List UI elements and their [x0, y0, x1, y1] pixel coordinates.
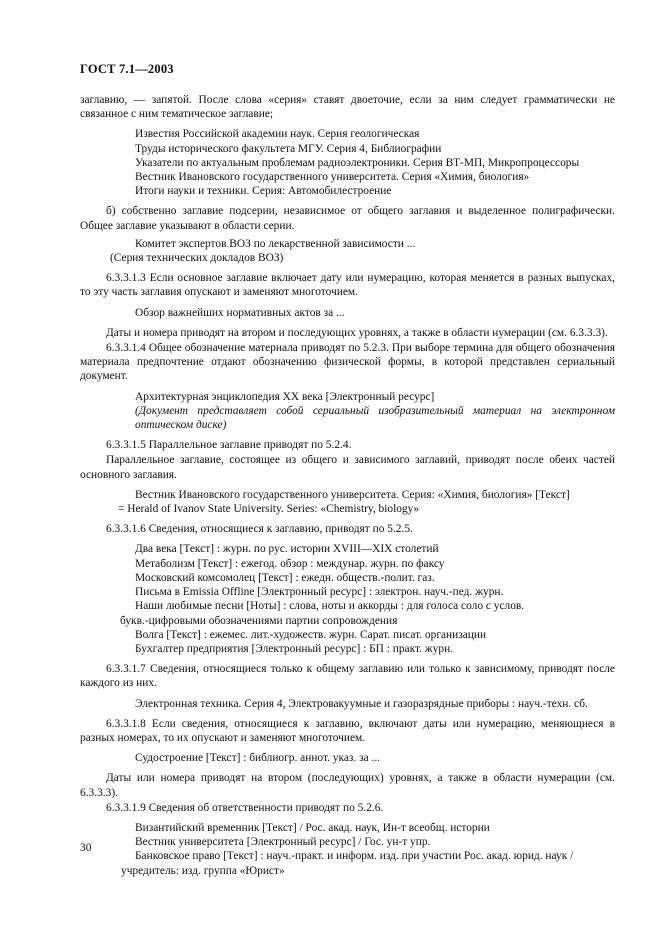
paragraph: 6.3.3.1.8 Если сведения, относящиеся к заглавию, включают даты или нумерацию, меняющиеся в разных номерах, то их опускают и заменяют многоточием. — [80, 717, 615, 744]
example-line: Волга [Текст] : ежемес. лит.-художеств. журн. Сарат. писат. организации — [135, 628, 487, 641]
page-body — [80, 93, 615, 878]
example-line: Вестник университета [Электронный ресурс] / Гос. ун-т упр. — [135, 836, 431, 849]
example-line: Наши любимые песни [Ноты] : слова, ноты и аккорды : для голоса соло с услов. — [135, 600, 525, 613]
example-line: Обзор важнейших нормативных актов за ... — [135, 306, 345, 319]
paragraph: 6.3.3.1.9 Сведения об ответственности приводят по 5.2.6. — [106, 801, 384, 814]
example-line: Труды исторического факультета МГУ. Серия 4, Библиографии — [135, 142, 442, 155]
page-number: 30 — [80, 842, 92, 854]
example-block — [135, 127, 615, 198]
example-line: Письма в Emissia Offline [Электронный ресурс] : электрон. науч.-пед. журн. — [135, 586, 504, 599]
example-line: Указатели по актуальным проблемам радиоэлектроники. Серия ВТ-МП, Микропроцессоры — [135, 156, 580, 169]
example-block — [135, 697, 615, 711]
example-line: Вестник Ивановского государственного университета. Серия: «Химия, биология» [Текст] — [135, 488, 570, 501]
example-line: Московский комсомолец [Текст] : ежедн. обществ.-полит. газ. — [135, 571, 435, 584]
example-line: Вестник Ивановского государственного университета. Серия «Химия, биология» — [135, 171, 530, 184]
example-line: Судостроение [Текст] : библиогр. аннот. указ. за ... — [135, 752, 381, 765]
paragraph: Даты и номера приводят на втором и последующих уровнях, а также в области нумерации (см. 6.3.3.3). — [106, 326, 608, 339]
paragraph: 6.3.3.1.6 Сведения, относящиеся к заглавию, приводят по 5.2.5. — [106, 523, 413, 536]
example-line: Банковское право [Текст] : науч.-практ. и информ. изд. при участии Рос. акад. юрид. наук / — [135, 850, 574, 863]
example-block — [120, 542, 615, 656]
example-line: букв.-цифровыми обозначениями партии сопровождения — [120, 614, 398, 627]
paragraph: Параллельное заглавие, состоящее из общего и зависимого заглавий, приводят после обеих частей основного заглавия. — [80, 454, 615, 481]
example-block — [135, 751, 615, 765]
example-line: Итоги науки и техники. Серия: Автомобилестроение — [135, 185, 392, 198]
example-line: Комитет экспертов ВОЗ по лекарственной зависимости ... — [135, 237, 416, 250]
paragraph: заглавию, — запятой. После слова «серия» ставят двоеточие, если за ним следует грамматически не связанное с ним тематическое заглавие; — [80, 94, 615, 121]
paragraph: 6.3.3.1.5 Параллельное заглавие приводят по 5.2.4. — [106, 439, 352, 452]
paragraph: 6.3.3.1.4 Общее обозначение материала приводят по 5.2.3. При выборе термина для общего обозначения материала предпочтение отдают обозначению физической формы, в которой представлен сериальный документ. — [80, 342, 615, 383]
example-block — [118, 488, 615, 516]
paragraph: 6.3.3.1.7 Сведения, относящиеся только к общему заглавию или только к зависимому, приводят после каждого из них. — [80, 663, 615, 690]
paragraph: 6.3.3.1.3 Если основное заглавие включает дату или нумерацию, которая меняется в разных выпусках, то эту часть заглавия опускают и заменяют многоточием. — [80, 272, 615, 299]
page-header: ГОСТ 7.1—2003 — [80, 62, 174, 76]
example-line: Электронная техника. Серия 4, Электровакуумные и газоразрядные приборы : науч.-техн. сб. — [135, 697, 588, 710]
example-block — [110, 237, 615, 265]
paragraph: Даты или номера приводят на втором (последующих) уровнях, а также в области нумерации (см. 6.3.3.3). — [80, 772, 615, 799]
example-note: (Документ представляет собой сериальный изобразительный материал на электронном оптическом диске) — [135, 404, 615, 432]
example-line: Метаболизм [Текст] : ежегод. обзор : междунар. журн. по факсу — [135, 557, 445, 570]
example-block — [121, 821, 615, 878]
paragraph: б) собственно заглавие подсерии, независимое от общего заглавия и выделенное полиграфически. Общее заглавие указывают в области серии. — [80, 205, 615, 232]
example-line: Известия Российской академии наук. Серия геологическая — [135, 128, 420, 141]
example-line: Бухгалтер предприятия [Электронный ресурс] : БП : практ. журн. — [135, 642, 454, 655]
example-block — [135, 306, 615, 320]
example-line: Два века [Текст] : журн. по рус. истории XVIII—XIX столетий — [135, 543, 439, 556]
example-line: учредитель: изд. группа «Юрист» — [121, 864, 285, 877]
example-line: (Серия технических докладов ВОЗ) — [110, 252, 284, 265]
example-line: = Herald of Ivanov State University. Series: «Chemistry, biology» — [118, 503, 420, 516]
example-line: Византийский временник [Текст] / Рос. акад. наук, Ин-т всеобщ. истории — [135, 821, 490, 834]
example-line: Архитектурная энциклопедия XX века [Электронный ресурс] — [135, 390, 435, 403]
example-block — [135, 390, 615, 433]
